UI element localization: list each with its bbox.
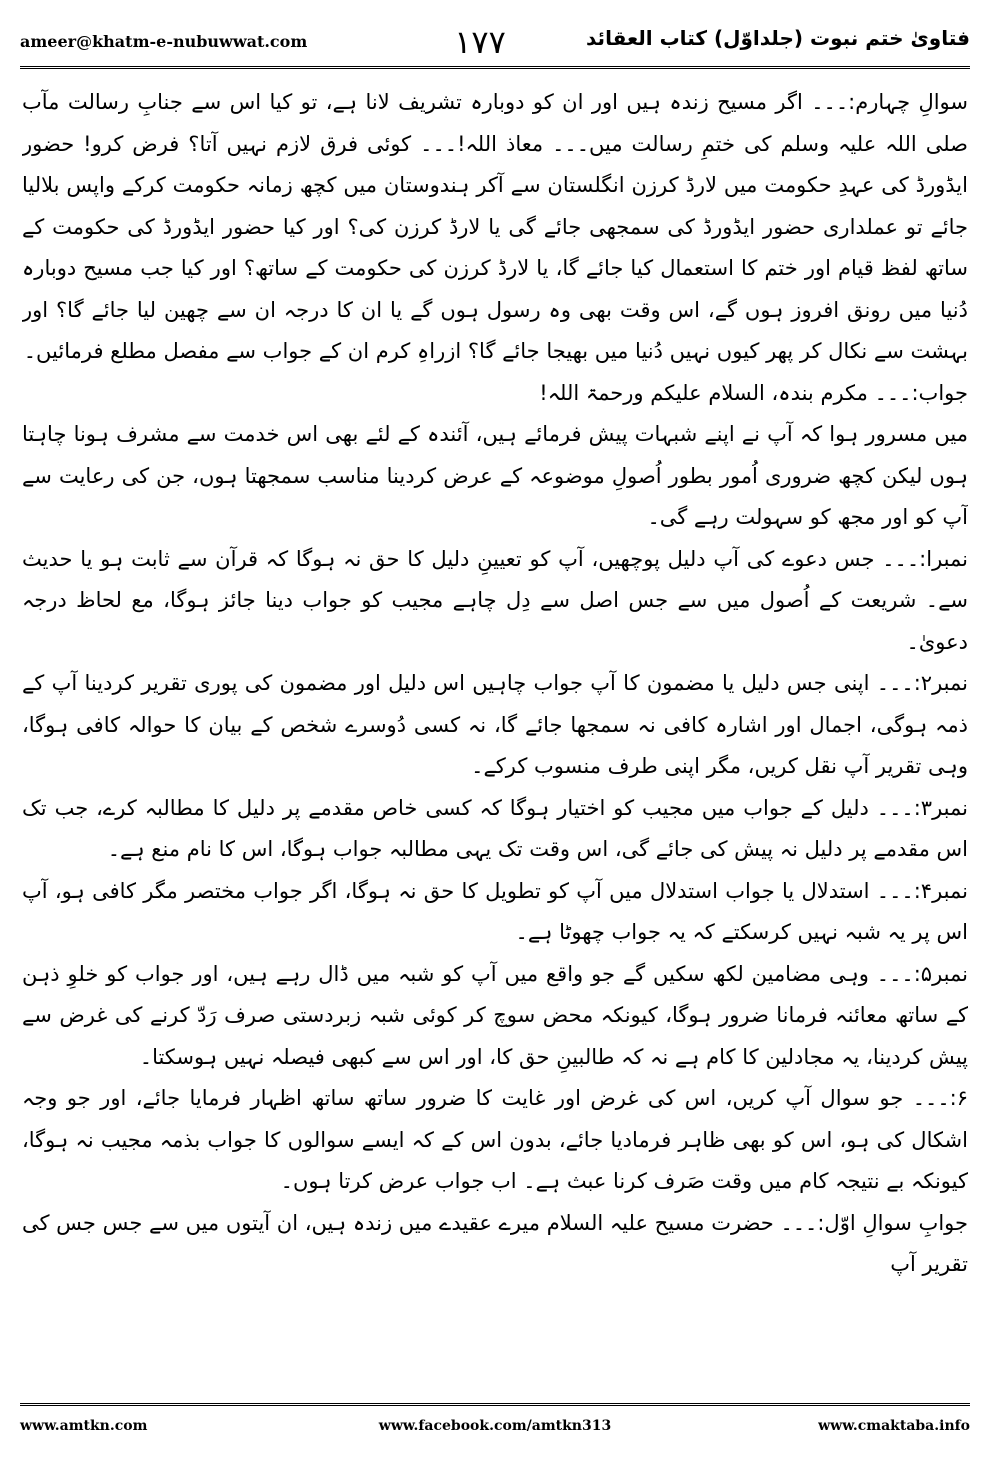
paragraph-rule-3: نمبر۳:۔۔۔ دلیل کے جواب میں مجیب کو اختیار ہوگا کہ کسی خاص مقدمے پر دلیل کا مطالبہ کرے، جب تک اس مقدمے پر دلیل نہ پیش کی جائے گی، اس وقت تک یہی مطالبہ جواب ہوگا، اس کا نام منع ہے۔ [22, 795, 968, 861]
header-rule [20, 66, 970, 69]
page-header [20, 22, 970, 62]
page-footer [20, 1414, 970, 1440]
page-body [22, 82, 968, 1372]
paragraph-rule-1: نمبرا:۔۔۔ جس دعوے کی آپ دلیل پوچھیں، آپ کو تعیینِ دلیل کا حق نہ ہوگا کہ قرآن سے ثابت ہو یا حدیث سے۔ شریعت کے اُصول میں سے جس اصل سے دِل چاہے مجیب کو جواب دینا جائز ہوگا، مع لحاظ درجہ دعویٰ۔ [22, 546, 968, 654]
paragraph-answer-first: جوابِ سوالِ اوّل:۔۔۔ حضرت مسیح علیہ السلام میرے عقیدے میں زندہ ہیں، ان آیتوں میں سے جس جس کی تقریر آپ [22, 1210, 968, 1276]
paragraph-rule-5: نمبر۵:۔۔۔ وہی مضامین لکھ سکیں گے جو واقع میں آپ کو شبہ میں ڈال رہے ہیں، اور جواب کو خلوِ ذہن کے ساتھ معائنہ فرمانا ضرور ہوگا، کیونکہ محض سوچ کر کوئی شبہ زبردستی صرف رَدّ کرنے کی غرض سے پیش کردینا، یہ مجادلین کا کام ہے نہ کہ طالبینِ حق کا، اور اس سے کبھی فیصلہ نہیں ہوسکتا۔ [22, 961, 968, 1069]
page-number: ۱۷۷ [454, 23, 506, 61]
paragraph-rule-4: نمبر۴:۔۔۔ استدلال یا جواب استدلال میں آپ کو تطویل کا حق نہ ہوگا، اگر جواب مختصر مگر کافی ہو، آپ اس پر یہ شبہ نہیں کرسکتے کہ یہ جواب چھوٹا ہے۔ [22, 878, 968, 944]
paragraph-introduction: میں مسرور ہوا کہ آپ نے اپنے شبہات پیش فرمائے ہیں، آئندہ کے لئے بھی اس خدمت سے مشرف ہونا چاہتا ہوں لیکن کچھ ضروری اُمور بطور اُصولِ موضوعہ کے عرض کردینا مناسب سمجھتا ہوں، جن کی رعایت سے آپ کو اور مجھ کو سہولت رہے گی۔ [22, 422, 968, 529]
paragraph-rule-6: ۶:۔۔۔ جو سوال آپ کریں، اس کی غرض اور غایت کا ضرور ساتھ ساتھ اظہار فرمایا جائے، اور جو وجہ اشکال کی ہو، اس کو بھی ظاہر فرمادیا جائے، بدون اس کے کہ ایسے سوالوں کا جواب بذمہ مجیب نہ ہوگا، کیونکہ بے نتیجہ کام میں وقت صَرف کرنا عبث ہے۔ اب جواب عرض کرتا ہوں۔ [22, 1086, 968, 1193]
paragraph-question: سوالِ چہارم:۔۔۔ اگر مسیح زندہ ہیں اور ان کو دوبارہ تشریف لانا ہے، تو کیا اس سے جنابِ رسالت مآب صلی اللہ علیہ وسلم کی ختمِ رسالت میں۔۔۔ معاذ اللہ!۔۔۔ کوئی فرق لازم نہیں آتا؟ فرض کرو! حضور ایڈورڈ کی عہدِ حکومت میں لارڈ کرزن انگلستان سے آکر ہندوستان میں کچھ زمانہ حکومت کرکے واپس بلالیا جائے تو عملداری حضور ایڈورڈ کی سمجھی جائے گی یا لارڈ کرزن کی؟ اور کیا حضور ایڈورڈ کی حکومت کے ساتھ لفظ قیام اور ختم کا استعمال کیا جائے گا، یا لارڈ کرزن کی حکومت کے ساتھ؟ اور کیا جب مسیح دوبارہ دُنیا میں رونق افروز ہوں گے، اس وقت بھی وہ رسول ہوں گے یا ان کا درجہ ان سے چھین لیا جائے گا؟ اور بہشت سے نکال کر پھر کیوں نہیں دُنیا میں بھیجا جائے گا؟ ازراہِ کرم ان کے جواب سے مفصل مطلع فرمائیں۔ [22, 90, 968, 363]
footer-link-facebook[interactable]: www.facebook.com/amtkn313 [378, 1418, 612, 1434]
footer-rule [20, 1403, 970, 1406]
paragraph-rule-2: نمبر۲:۔۔۔ اپنی جس دلیل یا مضمون کا آپ جواب چاہیں اس دلیل اور مضمون کی پوری تقریر کردینا آپ کے ذمہ ہوگی، اجمال اور اشارہ کافی نہ سمجھا جائے گا، نہ کسی دُوسرے شخص کے بیان کا حوالہ کافی ہوگا، وہی تقریر آپ نقل کریں، مگر اپنی طرف منسوب کرکے۔ [22, 671, 968, 778]
paragraph-answer-greeting: جواب:۔۔۔ مکرم بندہ، السلام علیکم ورحمۃ اللہ! [539, 380, 968, 405]
footer-link-cmaktaba[interactable]: www.cmaktaba.info [818, 1418, 970, 1434]
footer-link-amtkn[interactable]: www.amtkn.com [20, 1418, 148, 1434]
book-title: فتاویٰ ختم نبوت (جلداوّل) کتاب العقائد [586, 26, 970, 50]
header-email: ameer@khatm-e-nubuwwat.com [20, 32, 308, 51]
